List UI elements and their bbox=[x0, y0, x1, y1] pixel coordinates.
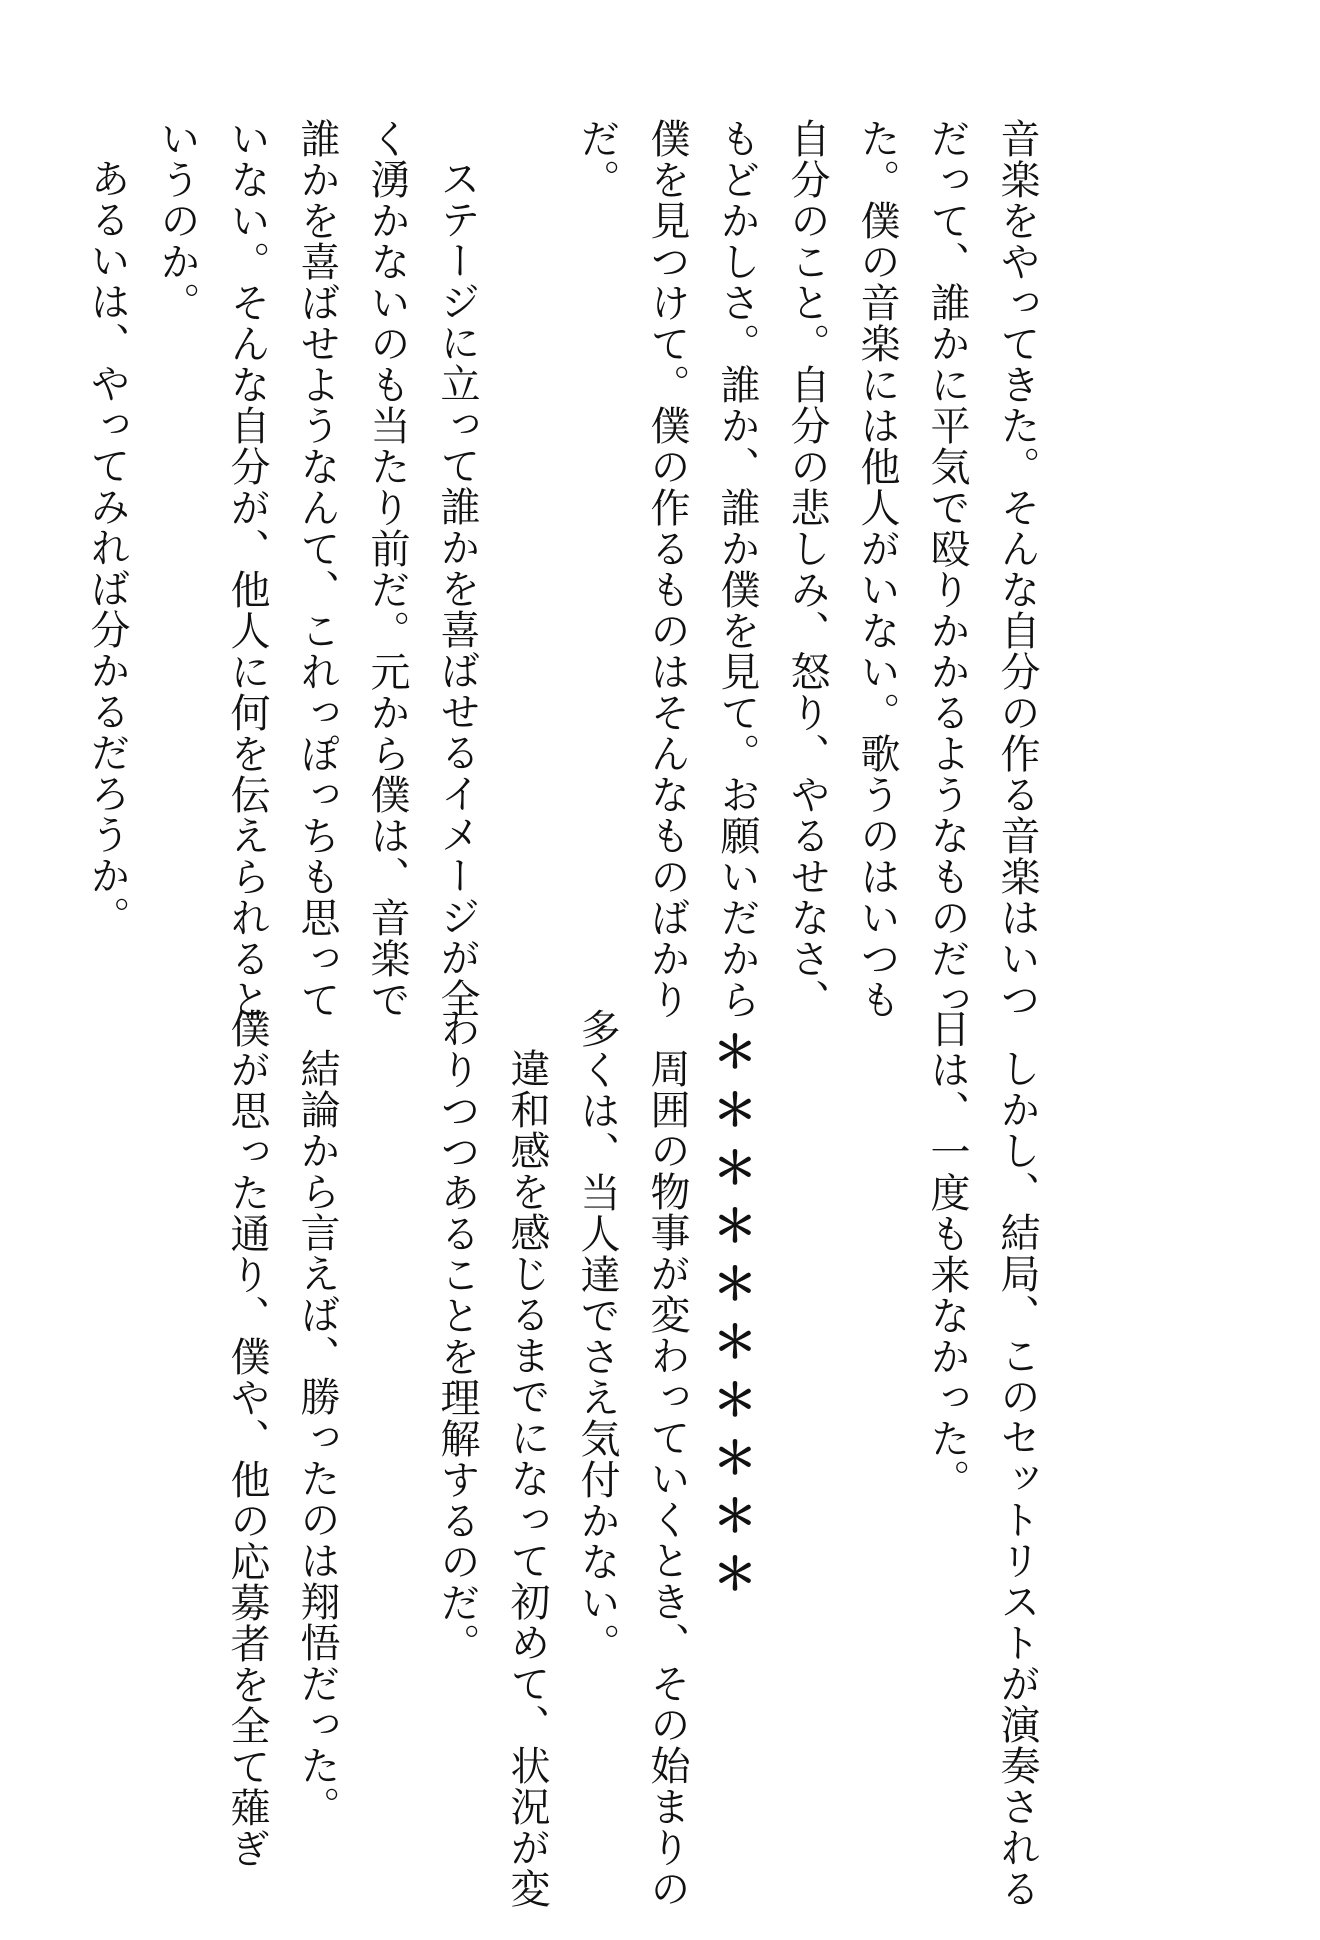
text-line: いうのか。 bbox=[154, 118, 200, 323]
asterisk-mark: ＊ bbox=[713, 1375, 757, 1426]
text-line: ステージに立って誰かを喜ばせるイメージが全 bbox=[434, 158, 480, 1019]
text-line bbox=[2, 118, 72, 918]
text-line: しかし、結局、このセットリストが演奏される bbox=[994, 1048, 1040, 1909]
text-line: 結論から言えば、勝ったのは翔悟だった。 bbox=[294, 1048, 340, 1827]
text-line: 違和感を感じるまでになって初めて、状況が変 bbox=[504, 1048, 550, 1909]
text-line: 多くは、当人達でさえ気付かない。 bbox=[574, 1008, 620, 1664]
text-line bbox=[0, 118, 2, 918]
text-line: 僕が思った通り、僕や、他の応募者を全て薙ぎ bbox=[224, 1008, 270, 1869]
asterisk-mark: ＊ bbox=[713, 1259, 757, 1310]
asterisk-mark: ＊ bbox=[713, 1549, 757, 1600]
text-line: もどかしさ。誰か、誰か僕を見て。お願いだから bbox=[714, 118, 760, 1020]
text-line bbox=[842, 1008, 912, 1808]
text-line: あるいは、やってみれば分かるだろうか。 bbox=[84, 158, 130, 937]
asterisk-mark: ＊ bbox=[713, 1027, 757, 1078]
text-line: 日は、一度も来なかった。 bbox=[924, 1008, 970, 1500]
text-line: だ。 bbox=[574, 118, 620, 200]
text-line: 誰かを喜ばせようなんて、これっぽっちも思って bbox=[294, 118, 340, 1020]
scene-break-spacer bbox=[772, 1008, 842, 1808]
text-line bbox=[492, 118, 562, 918]
asterisk-mark: ＊ bbox=[713, 1085, 757, 1136]
text-line: た。僕の音楽には他人がいない。歌うのはいつも bbox=[854, 118, 900, 1020]
lower-text-block bbox=[212, 1008, 1052, 1909]
asterisk-mark: ＊ bbox=[713, 1201, 757, 1252]
text-line: 僕を見つけて。僕の作るものはそんなものばかり bbox=[644, 118, 690, 1020]
text-line: 自分のこと。自分の悲しみ、怒り、やるせなさ、 bbox=[784, 118, 830, 1020]
text-line: く湧かないのも当たり前だ。元から僕は、音楽で bbox=[364, 118, 410, 1020]
text-line: 周囲の物事が変わっていくとき、その始まりの bbox=[644, 1048, 690, 1909]
text-line: いない。そんな自分が、他人に何を伝えられると bbox=[224, 118, 270, 1020]
text-line: わりつつあることを理解するのだ。 bbox=[434, 1008, 480, 1664]
asterisk-mark: ＊ bbox=[713, 1143, 757, 1194]
upper-text-block bbox=[0, 118, 1052, 1020]
scene-break-separator bbox=[713, 1024, 757, 1604]
text-line: だって、誰かに平気で殴りかかるようなものだっ bbox=[924, 118, 970, 1020]
asterisk-mark: ＊ bbox=[713, 1491, 757, 1542]
text-line: 音楽をやってきた。そんな自分の作る音楽はいつ bbox=[994, 118, 1040, 1020]
asterisk-mark: ＊ bbox=[713, 1433, 757, 1484]
text-line bbox=[352, 1008, 422, 1808]
asterisk-mark: ＊ bbox=[713, 1317, 757, 1368]
